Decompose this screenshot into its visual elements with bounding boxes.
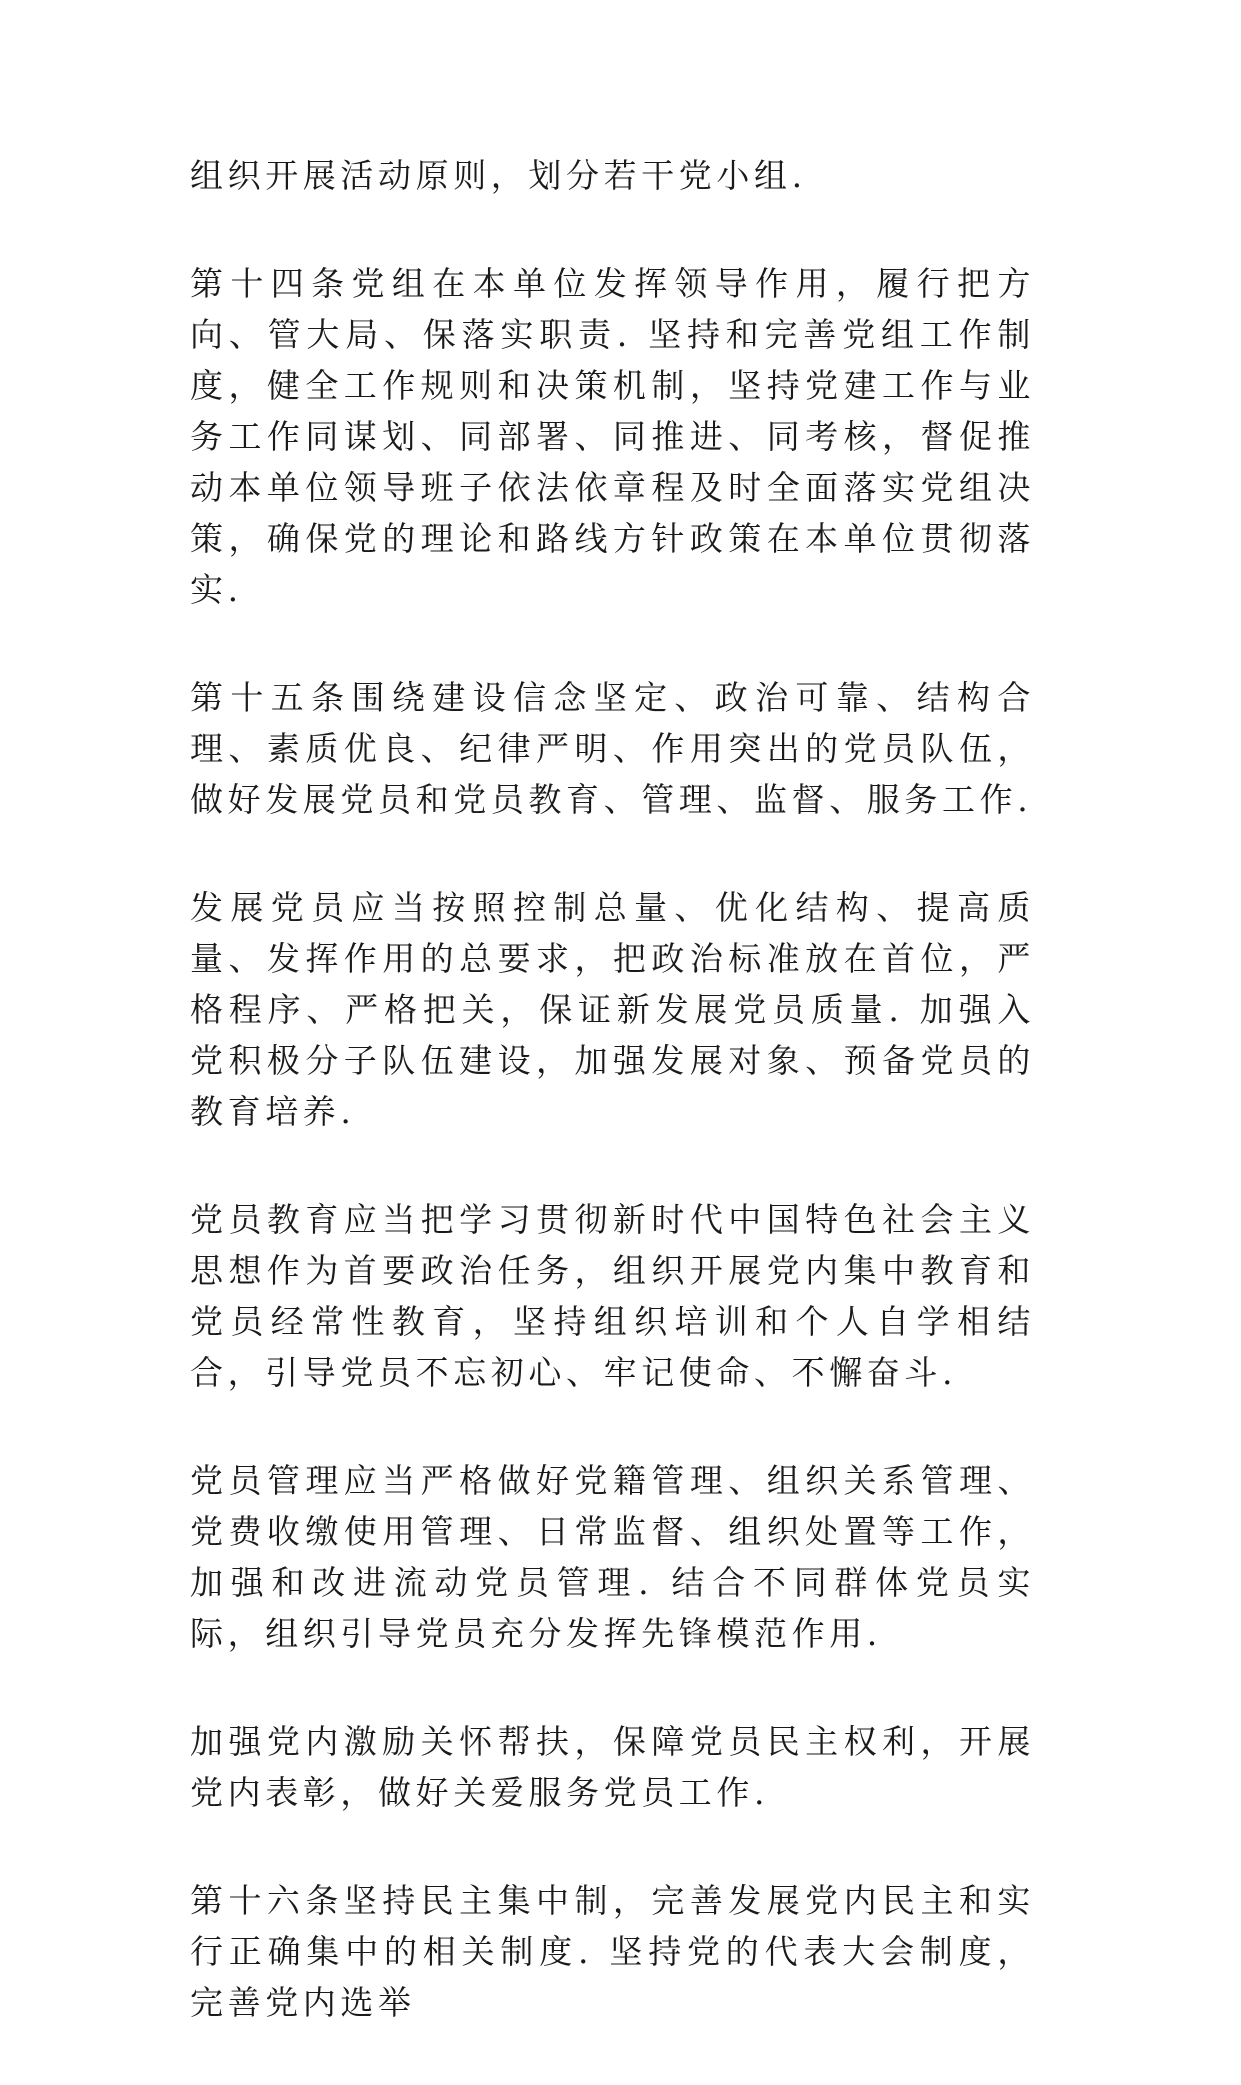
paragraph-3: 第十五条围绕建设信念坚定、政治可靠、结构合理、素质优良、纪律严明、作用突出的党员队伍，做好发展党员和党员教育、管理、监督、服务工作. [190,678,1035,819]
paragraph-6: 党员管理应当严格做好党籍管理、组织关系管理、党费收缴使用管理、日常监督、组织处置等工作，加强和改进流动党员管理. 结合不同群体党员实际，组织引导党员充分发挥先锋模范作用. [190,1461,1035,1653]
paragraph-7: 加强党内激励关怀帮扶，保障党员民主权利，开展党内表彰，做好关爱服务党员工作. [190,1722,1035,1812]
paragraph-5: 党员教育应当把学习贯彻新时代中国特色社会主义思想作为首要政治任务，组织开展党内集中教育和党员经常性教育，坚持组织培训和个人自学相结合，引导党员不忘初心、牢记使命、不懈奋斗. [190,1200,1035,1392]
paragraph-4: 发展党员应当按照控制总量、优化结构、提高质量、发挥作用的总要求，把政治标准放在首位，严格程序、严格把关，保证新发展党员质量. 加强入党积极分子队伍建设，加强发展对象、预备党员的教育培养. [190,888,1035,1131]
paragraph-1: 组织开展活动原则，划分若干党小组. [190,156,807,195]
paragraph-8: 第十六条坚持民主集中制，完善发展党内民主和实行正确集中的相关制度. 坚持党的代表大会制度，完善党内选举 [190,1881,1035,2022]
document-body [190,150,1035,2085]
paragraph-2: 第十四条党组在本单位发挥领导作用，履行把方向、管大局、保落实职责. 坚持和完善党组工作制度，健全工作规则和决策机制，坚持党建工作与业务工作同谋划、同部署、同推进、同考核，督促推动本单位领导班子依法依章程及时全面落实党组决策，确保党的理论和路线方针政策在本单位贯彻落实. [190,264,1035,609]
